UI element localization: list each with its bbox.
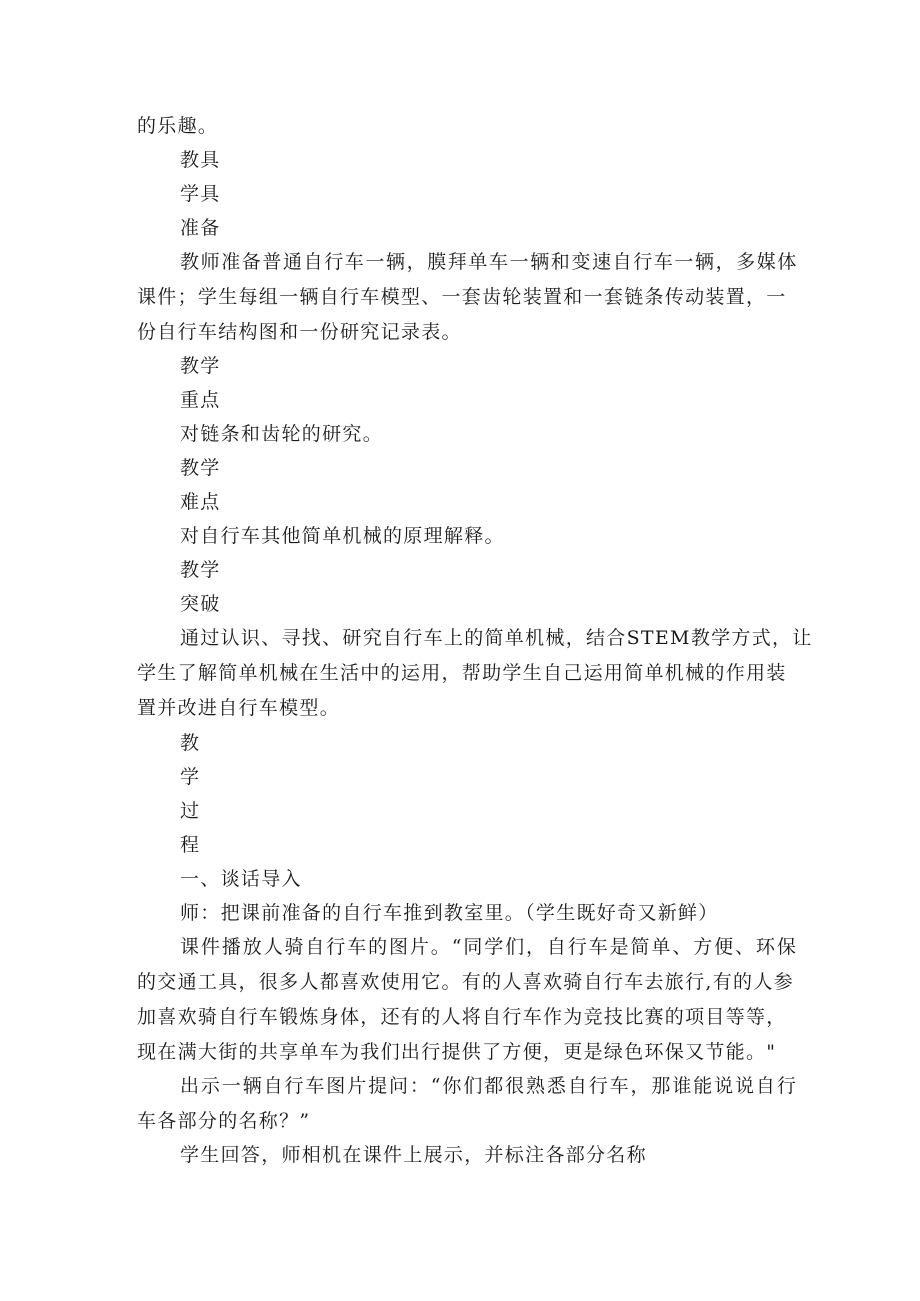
text-line: 课件播放人骑自行车的图片。“同学们，自行车是简单、方便、环保 <box>180 936 798 958</box>
text-line: 的交通工具，很多人都喜欢使用它。有的人喜欢骑自行车去旅行,有的人参 <box>137 971 794 993</box>
text-line: 准备 <box>180 217 221 239</box>
text-line: 通过认识、寻找、研究自行车上的简单机械，结合STEM教学方式，让 <box>180 627 813 649</box>
text-line: 教学 <box>180 559 221 581</box>
text-line: 学具 <box>180 183 221 205</box>
text-line: 学生回答，师相机在课件上展示，并标注各部分名称 <box>180 1144 647 1166</box>
text-line: 车各部分的名称？” <box>137 1110 311 1132</box>
text-line: 加喜欢骑自行车锻炼身体，还有的人将自行车作为竞技比赛的项目等等， <box>137 1006 787 1028</box>
text-line: 对自行车其他简单机械的原理解释。 <box>180 525 505 547</box>
text-line: 重点 <box>180 389 221 411</box>
text-line: 教 <box>180 732 201 754</box>
text-line: 过 <box>180 800 201 822</box>
text-line: 对链条和齿轮的研究。 <box>180 423 384 445</box>
text-line: 教学 <box>180 355 221 377</box>
text-line: 教学 <box>180 457 221 479</box>
text-line: 学生了解简单机械在生活中的运用，帮助学生自己运用简单机械的作用装 <box>137 662 787 684</box>
text-line: 突破 <box>180 593 221 615</box>
text-line: 份自行车结构图和一份研究记录表。 <box>137 321 462 343</box>
text-line: 教师准备普通自行车一辆，膜拜单车一辆和变速自行车一辆，多媒体 <box>180 251 799 273</box>
text-line: 师：把课前准备的自行车推到教室里。（学生既好奇又新鲜） <box>180 902 719 924</box>
text-line: 现在满大街的共享单车为我们出行提供了方便，更是绿色环保又节能。" <box>137 1041 777 1063</box>
text-line: 的乐趣。 <box>137 115 219 137</box>
text-line: 课件；学生每组一辆自行车模型、一套齿轮装置和一套链条传动装置，一 <box>137 286 787 308</box>
text-line: 程 <box>180 834 201 856</box>
text-line: 难点 <box>180 491 221 513</box>
text-line: 学 <box>180 766 201 788</box>
text-line: 置并改进自行车模型。 <box>137 697 341 719</box>
text-line: 出示一辆自行车图片提问：“你们都很熟悉自行车，那谁能说说自行 <box>180 1075 798 1097</box>
text-line: 教具 <box>180 149 221 171</box>
text-line: 一、谈话导入 <box>180 868 302 890</box>
